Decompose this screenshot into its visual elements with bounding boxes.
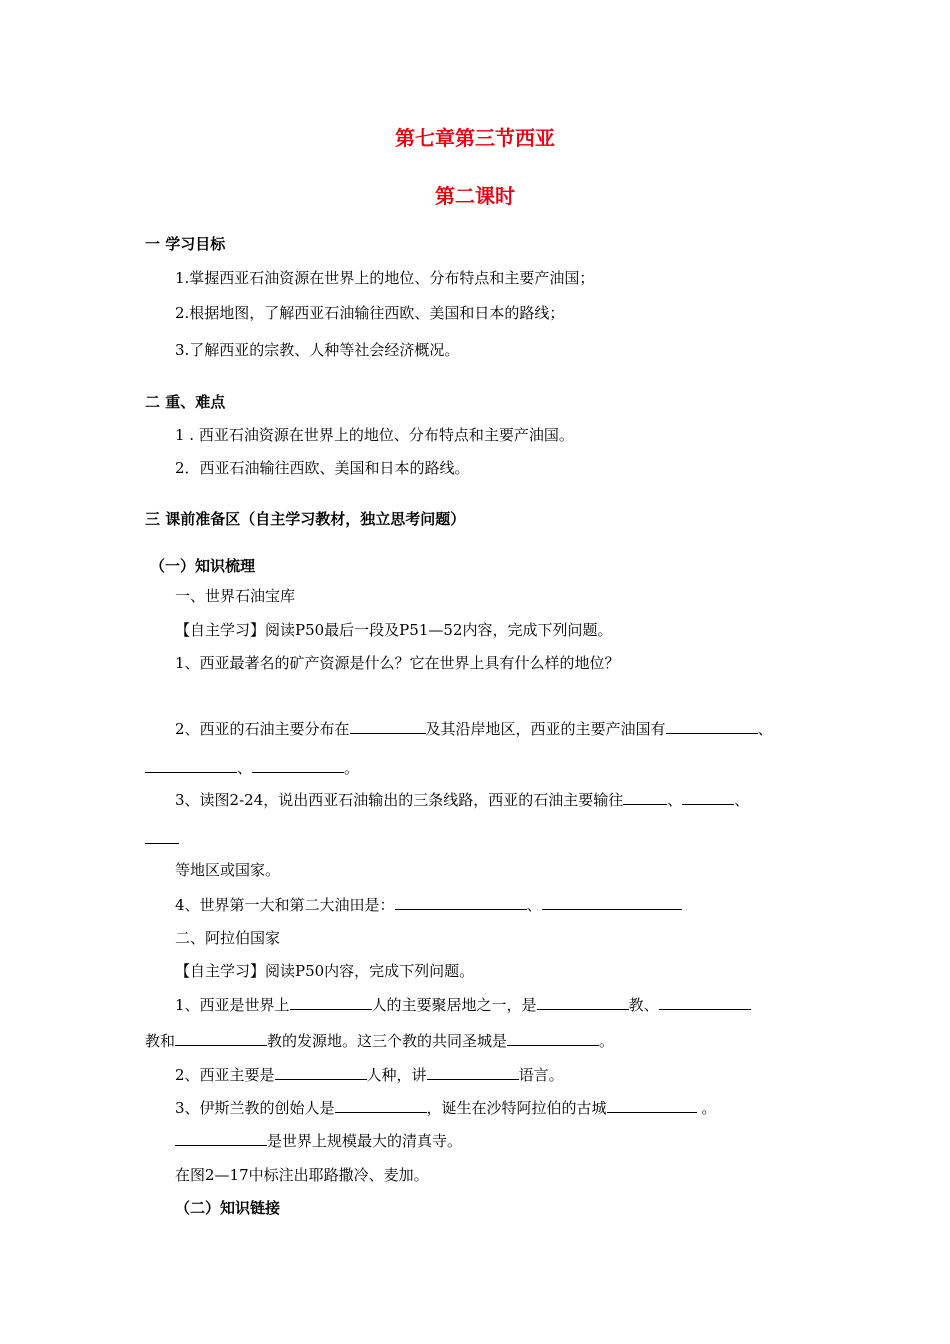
arab-question-3-text-a: 3、伊斯兰教的创始人是 [175,1099,335,1117]
answer-blank[interactable] [623,790,667,805]
answer-blank[interactable] [395,895,527,910]
question-3-end: 等地区或国家。 [175,861,281,879]
answer-blank[interactable] [290,995,372,1010]
arab-question-2-text-b: 人种，讲 [366,1066,427,1084]
arab-question-1-text-a: 1、西亚是世界上 [175,996,290,1014]
subsection-knowledge-link: （二）知识链接 [175,1199,281,1217]
arab-question-1-text-c: 教、 [628,996,659,1014]
answer-blank[interactable] [145,758,237,773]
answer-blank[interactable] [542,895,682,910]
arab-question-1-continued [145,1031,614,1051]
answer-blank[interactable] [507,1031,599,1046]
question-4 [175,895,682,915]
question-3-separator: 、 [667,791,683,809]
map-instruction: 在图2—17中标注出耶路撒冷、麦加。 [175,1166,429,1184]
keypoint-item-1: 1 . 西亚石油资源在世界上的地位、分布特点和主要产油国。 [175,426,574,444]
arab-question-3-continued [175,1131,462,1151]
answer-blank[interactable] [427,1065,519,1080]
section-heading-goals: 一 学习目标 [145,235,226,253]
document-subtitle: 第二课时 [435,184,515,208]
question-2-text-a: 2、西亚的石油主要分布在 [175,720,350,738]
arab-question-1 [175,995,751,1015]
arab-question-2-text-a: 2、西亚主要是 [175,1066,275,1084]
arab-question-3-end: 。 [701,1099,717,1117]
arab-question-2 [175,1065,564,1085]
arab-question-1-text-e: 教的发源地。这三个教的共同圣城是 [267,1032,508,1050]
answer-blank[interactable] [537,995,629,1010]
arab-question-1-text-b: 人的主要聚居地之一，是 [371,996,537,1014]
part-title-oil: 一、世界石油宝库 [175,587,296,605]
question-3-separator: 、 [734,791,750,809]
answer-blank[interactable] [682,790,734,805]
subsection-knowledge-outline: （一）知识梳理 [150,557,256,575]
self-study-instruction-1: 【自主学习】阅读P50最后一段及P51—52内容，完成下列问题。 [175,621,613,639]
answer-blank[interactable] [335,1098,427,1113]
arab-question-2-end: 语言。 [518,1066,564,1084]
question-4-text: 4、世界第一大和第二大油田是： [175,896,395,914]
arab-question-3-text-d: 是世界上规模最大的清真寺。 [267,1132,463,1150]
question-2-continued [145,758,359,778]
section-heading-prep: 三 课前准备区（自主学习教材，独立思考问题） [145,510,466,528]
question-3-continued [145,829,179,849]
arab-question-1-end: 。 [599,1032,615,1050]
arab-question-3-text-b: ，诞生在沙特阿拉伯的古城 [426,1099,607,1117]
answer-blank[interactable] [252,758,344,773]
goal-item-1: 1.掌握西亚石油资源在世界上的地位、分布特点和主要产油国； [175,269,595,287]
answer-blank[interactable] [350,719,426,734]
question-3-text: 3、读图2-24，说出西亚石油输出的三条线路，西亚的石油主要输往 [175,791,624,809]
keypoint-item-2: 2．西亚石油输往西欧、美国和日本的路线。 [175,459,470,477]
goal-item-3: 3.了解西亚的宗教、人种等社会经济概况。 [175,341,460,359]
question-3 [175,790,749,810]
answer-blank[interactable] [659,995,751,1010]
answer-blank[interactable] [607,1098,697,1113]
answer-blank[interactable] [145,829,179,844]
part-title-arab: 二、阿拉伯国家 [175,929,281,947]
question-1: 1、西亚最著名的矿产资源是什么？它在世界上具有什么样的地位？ [175,654,620,672]
document-title: 第七章第三节西亚 [395,126,555,150]
arab-question-1-text-d: 教和 [145,1032,176,1050]
self-study-instruction-2: 【自主学习】阅读P50内容，完成下列问题。 [175,962,475,980]
question-2-end: 。 [344,759,360,777]
answer-blank[interactable] [275,1065,367,1080]
answer-blank[interactable] [666,719,758,734]
question-2-text-b: 及其沿岸地区，西亚的主要产油国有 [425,720,666,738]
question-4-separator: 、 [526,896,542,914]
question-2-separator: 、 [237,759,253,777]
answer-blank[interactable] [175,1031,267,1046]
answer-blank[interactable] [175,1131,267,1146]
goal-item-2: 2.根据地图，了解西亚石油输往西欧、美国和日本的路线； [175,304,565,322]
question-2 [175,719,773,739]
arab-question-3 [175,1098,716,1118]
question-2-separator: 、 [757,720,773,738]
section-heading-keypoints: 二 重、难点 [145,393,226,411]
